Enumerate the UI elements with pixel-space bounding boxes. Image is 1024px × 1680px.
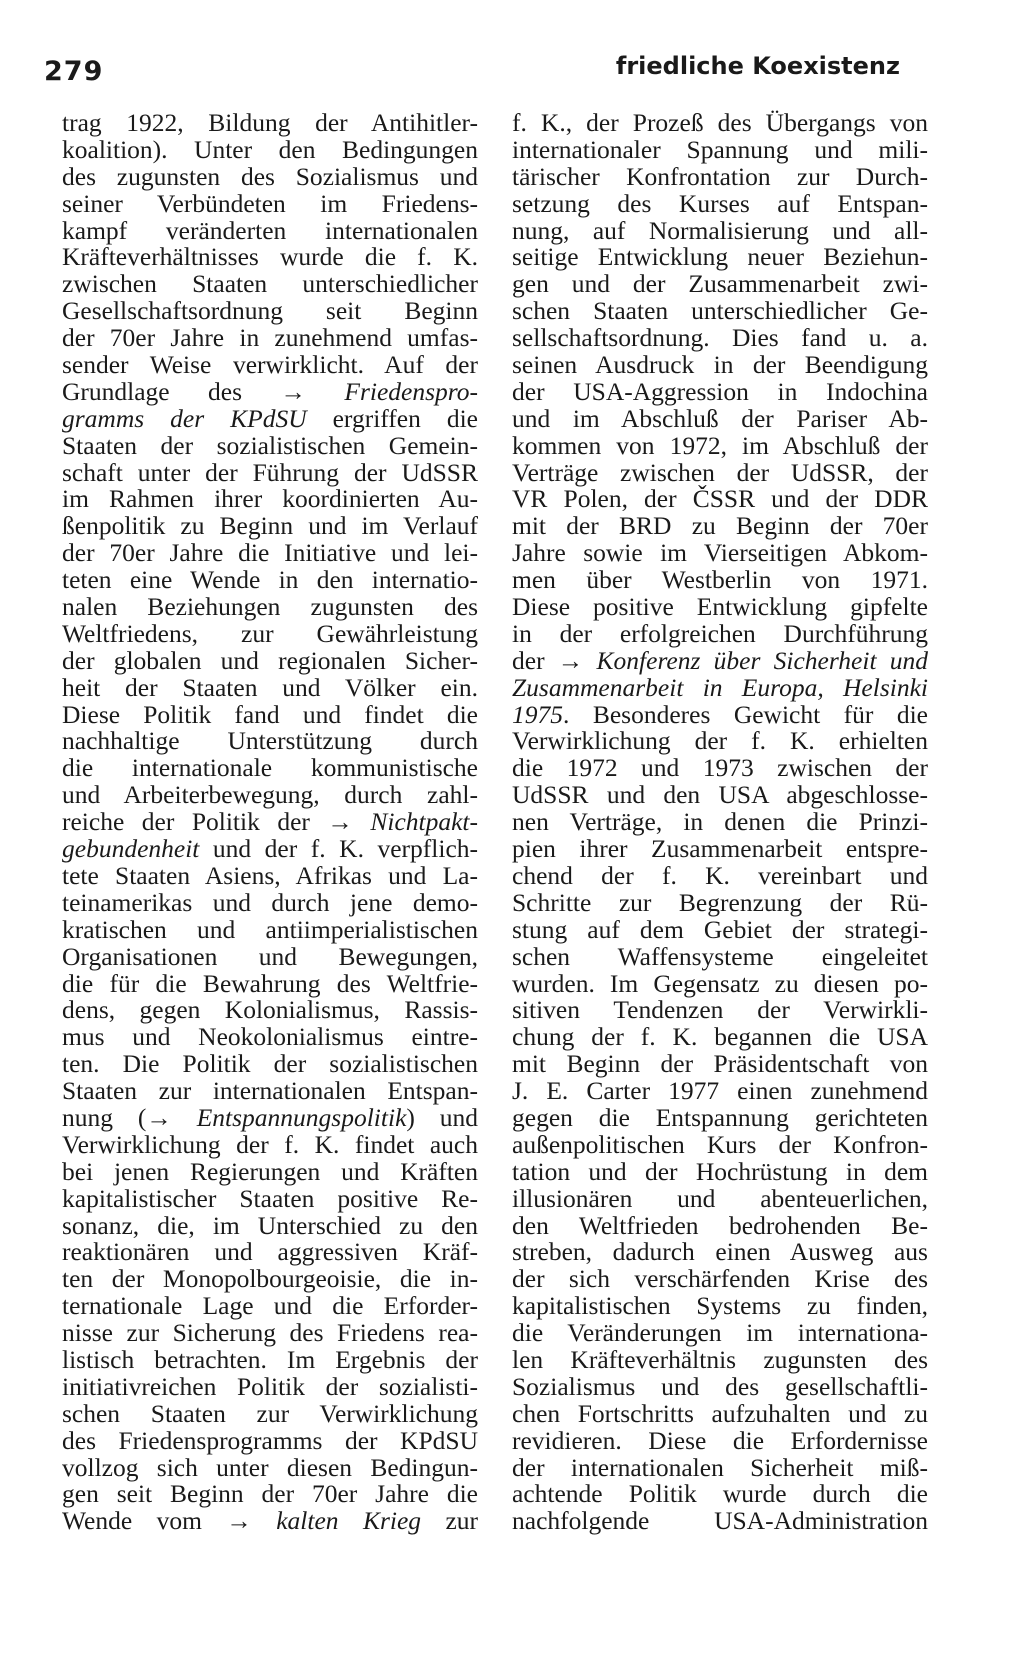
- text-run: mit Beginn der Präsidentschaft von: [512, 1049, 928, 1079]
- text-run: ) und: [406, 1102, 478, 1132]
- text-line: [512, 1452, 928, 1482]
- text-line: [62, 540, 478, 567]
- text-run: VR Polen, der ČSSR und der DDR: [512, 484, 928, 514]
- text-run: f. K., der Prozeß des Übergangs von: [512, 108, 928, 137]
- text-line: [62, 215, 478, 245]
- text-line: [62, 968, 478, 998]
- text-run: kommen von 1972, im Abschluß der: [512, 430, 928, 460]
- text-line: [512, 271, 928, 298]
- text-run: ten der Monopolbourgeoisie, die in-: [62, 1264, 478, 1294]
- text-line: [512, 968, 928, 998]
- text-line: [512, 352, 928, 379]
- text-line: [512, 1508, 928, 1535]
- text-run: len Kräfteverhältnis zugunsten des: [512, 1344, 928, 1374]
- text-line: [512, 1344, 928, 1374]
- text-run: Schritte zur Begrenzung der Rü-: [512, 887, 928, 917]
- text-line: [62, 1239, 478, 1266]
- text-line: [62, 1129, 478, 1159]
- italic-text-run: Friedenspro-: [344, 376, 478, 406]
- text-run: teten eine Wende in den internatio-: [62, 565, 478, 595]
- text-run: schen Staaten zur Verwirklichung: [62, 1398, 478, 1428]
- text-run: kampf veränderten internationalen: [62, 215, 478, 245]
- text-line: [512, 782, 928, 809]
- text-line: [62, 1210, 478, 1240]
- text-line: [512, 1239, 928, 1266]
- text-line: [62, 860, 478, 890]
- text-run: Grundlage des →: [62, 376, 345, 406]
- text-line: [512, 1156, 928, 1186]
- text-run: Diese Politik fand und findet die: [62, 699, 478, 729]
- text-line: [62, 325, 478, 352]
- text-line: [62, 486, 478, 513]
- text-run: men über Westberlin von 1971.: [512, 565, 928, 595]
- text-run: tete Staaten Asiens, Afrikas und La-: [62, 860, 478, 890]
- text-line: [62, 887, 478, 917]
- text-line: [512, 1425, 928, 1455]
- text-run: des zugunsten des Sozialismus und: [62, 161, 478, 191]
- text-line: [512, 618, 928, 648]
- text-line: [512, 809, 928, 836]
- text-line: [512, 215, 928, 245]
- text-line: [512, 188, 928, 218]
- text-line: [62, 1320, 478, 1347]
- text-run: revidieren. Diese die Erfordernisse: [512, 1425, 928, 1455]
- text-line: [62, 1371, 478, 1401]
- text-line: [62, 430, 478, 460]
- text-line: [62, 1183, 478, 1213]
- text-line: [62, 782, 478, 809]
- text-line: [512, 997, 928, 1024]
- text-run: sellschaftsordnung. Dies fand u. a.: [512, 323, 928, 353]
- text-run: gen und der Zusammenarbeit zwi-: [512, 269, 928, 299]
- text-run: pien ihrer Zusammenarbeit entspre-: [512, 834, 928, 864]
- text-line: [512, 244, 928, 271]
- text-line: [512, 887, 928, 917]
- text-line: [62, 1398, 478, 1428]
- text-run: den Weltfrieden bedrohenden Be-: [512, 1210, 928, 1240]
- italic-text-run: gramms der KPdSU: [62, 403, 307, 433]
- italic-text-run: gebundenheit: [62, 834, 200, 864]
- text-line: [512, 513, 928, 540]
- text-run: der 70er Jahre in zunehmend umfas-: [62, 323, 478, 353]
- text-line: [512, 860, 928, 890]
- text-run: zur: [421, 1506, 479, 1536]
- text-run: nen Verträge, in denen die Prinzi-: [512, 807, 928, 837]
- text-line: [62, 1508, 478, 1535]
- text-run: kapitalistischen Systems zu finden,: [512, 1291, 928, 1321]
- text-run: setzung des Kurses auf Entspan-: [512, 188, 928, 218]
- text-line: [512, 1371, 928, 1401]
- text-run: initiativreichen Politik der sozialisti-: [62, 1371, 478, 1401]
- text-line: [62, 1344, 478, 1374]
- text-run: kratischen und antiimperialistischen: [62, 914, 478, 944]
- text-line: [62, 188, 478, 218]
- text-run: und Arbeiterbewegung, durch zahl-: [62, 780, 478, 810]
- text-run: ßenpolitik zu Beginn und im Verlauf: [62, 511, 478, 541]
- text-run: ternationale Lage und die Erforder-: [62, 1291, 478, 1321]
- text-line: [512, 298, 928, 325]
- text-line: [512, 1481, 928, 1508]
- text-run: nalen Beziehungen zugunsten des: [62, 592, 478, 622]
- italic-text-run: Nichtpakt-: [370, 807, 478, 837]
- text-line: [62, 1266, 478, 1293]
- text-line: [62, 376, 478, 406]
- italic-text-run: Entspannungspolitik: [196, 1102, 407, 1132]
- text-run: ten. Die Politik der sozialistischen: [62, 1049, 478, 1079]
- text-run: UdSSR und den USA abgeschlosse-: [512, 780, 928, 810]
- text-line: [512, 540, 928, 567]
- text-run: schaft unter der Führung der UdSSR: [62, 457, 478, 487]
- text-run: stung auf dem Gebiet der strategi-: [512, 914, 928, 944]
- text-run: sonanz, die, im Unterschied zu den: [62, 1210, 478, 1240]
- text-run: tation und der Hochrüstung in dem: [512, 1156, 928, 1186]
- text-line: [512, 941, 928, 971]
- text-run: Verträge zwischen der UdSSR, der: [512, 457, 928, 487]
- text-line: [62, 161, 478, 191]
- text-run: kapitalistischer Staaten positive Re-: [62, 1183, 478, 1213]
- text-line: [512, 1183, 928, 1213]
- text-run: der →: [512, 645, 597, 675]
- text-line: [62, 1481, 478, 1508]
- text-run: teinamerikas und durch jene demo-: [62, 887, 478, 917]
- text-run: . Besonderes Gewicht für die: [563, 699, 928, 729]
- italic-text-run: Konferenz über Sicherheit und: [596, 645, 929, 675]
- text-line: [512, 755, 928, 782]
- text-run: Verwirklichung der f. K. erhielten: [512, 726, 928, 756]
- text-line: [512, 699, 928, 729]
- text-run: reiche der Politik der →: [62, 807, 371, 837]
- running-head: friedliche Koexistenz: [615, 52, 900, 80]
- text-run: schen Staaten unterschiedlicher Ge-: [512, 296, 928, 326]
- text-run: vollzog sich unter diesen Bedingun-: [62, 1452, 478, 1482]
- text-line: [62, 1078, 478, 1105]
- text-run: zwischen Staaten unterschiedlicher: [62, 269, 478, 299]
- text-line: [512, 161, 928, 191]
- text-run: der sich verschärfenden Krise des: [512, 1264, 928, 1294]
- text-run: mit der BRD zu Beginn der 70er: [512, 511, 928, 541]
- text-line: [62, 1425, 478, 1455]
- text-run: seinen Ausdruck in der Beendigung: [512, 350, 928, 380]
- text-line: [62, 1293, 478, 1320]
- text-line: [512, 1320, 928, 1347]
- text-line: [512, 457, 928, 487]
- text-run: illusionären und abenteuerlichen,: [512, 1183, 928, 1213]
- text-line: [62, 298, 478, 325]
- text-run: der USA-Aggression in Indochina: [512, 376, 928, 406]
- text-line: [512, 914, 928, 944]
- text-line: [512, 836, 928, 863]
- text-line: [62, 836, 478, 863]
- text-run: die 1972 und 1973 zwischen der: [512, 753, 928, 783]
- text-run: seitige Entwicklung neuer Beziehun-: [512, 242, 928, 272]
- text-run: außenpolitischen Kurs der Konfron-: [512, 1129, 928, 1159]
- text-line: [512, 728, 928, 755]
- text-line: [512, 672, 928, 702]
- text-run: und der f. K. verpflich-: [199, 834, 478, 864]
- text-run: die für die Bewahrung des Weltfrie-: [62, 968, 478, 998]
- text-line: [62, 645, 478, 675]
- text-line: [62, 618, 478, 648]
- text-line: [512, 376, 928, 406]
- text-run: Gesellschaftsordnung seit Beginn: [62, 296, 478, 326]
- text-line: [62, 1102, 478, 1132]
- text-line: [512, 594, 928, 621]
- text-line: [512, 430, 928, 460]
- text-line: [512, 1266, 928, 1293]
- text-run: Wende vom →: [62, 1506, 277, 1536]
- text-run: sitiven Tendenzen der Verwirkli-: [512, 995, 928, 1025]
- text-run: tärischer Konfrontation zur Durch-: [512, 161, 928, 191]
- text-run: ergriffen die: [306, 403, 478, 433]
- text-run: Weltfriedens, zur Gewährleistung: [62, 618, 478, 648]
- text-run: Jahre sowie im Vierseitigen Abkom-: [512, 538, 928, 568]
- text-line: [62, 134, 478, 164]
- text-run: Diese positive Entwicklung gipfelte: [512, 592, 928, 622]
- text-run: listisch betrachten. Im Ergebnis der: [62, 1344, 478, 1374]
- text-run: nachhaltige Unterstützung durch: [62, 726, 478, 756]
- text-line: [512, 325, 928, 352]
- text-run: trag 1922, Bildung der Antihitler-: [62, 108, 478, 137]
- text-run: nung (→: [62, 1102, 197, 1132]
- text-line: [512, 1102, 928, 1132]
- text-run: koalition). Unter den Bedingungen: [62, 134, 478, 164]
- text-run: nung, auf Normalisierung und all-: [512, 215, 928, 245]
- text-line: [62, 567, 478, 594]
- text-line: [62, 594, 478, 621]
- text-run: des Friedensprogramms der KPdSU: [62, 1425, 478, 1455]
- text-run: im Rahmen ihrer koordinierten Au-: [62, 484, 478, 514]
- text-line: [512, 403, 928, 433]
- text-line: [512, 1078, 928, 1105]
- text-column-left: [62, 110, 478, 1535]
- text-run: die Veränderungen im internationa-: [512, 1318, 928, 1348]
- text-line: [512, 1398, 928, 1428]
- text-run: der globalen und regionalen Sicher-: [62, 645, 478, 675]
- text-line: [512, 1129, 928, 1159]
- text-column-right: [512, 110, 928, 1535]
- text-run: der 70er Jahre die Initiative und lei-: [62, 538, 478, 568]
- text-line: [62, 997, 478, 1024]
- text-run: schen Waffensysteme eingeleitet: [512, 941, 928, 971]
- text-line: [512, 110, 928, 137]
- text-run: und im Abschluß der Pariser Ab-: [512, 403, 928, 433]
- text-line: [62, 699, 478, 729]
- text-run: sender Weise verwirklicht. Auf der: [62, 350, 478, 380]
- text-line: [62, 244, 478, 271]
- text-line: [62, 672, 478, 702]
- text-run: dens, gegen Kolonialismus, Rassis-: [62, 995, 478, 1025]
- text-run: gegen die Entspannung gerichteten: [512, 1102, 928, 1132]
- text-line: [512, 1024, 928, 1051]
- text-line: [512, 1210, 928, 1240]
- text-line: [62, 941, 478, 971]
- text-run: in der erfolgreichen Durchführung: [512, 618, 928, 648]
- italic-text-run: kalten Krieg: [276, 1506, 422, 1536]
- text-run: Organisationen und Bewegungen,: [62, 941, 478, 971]
- text-run: chend der f. K. vereinbart und: [512, 860, 928, 890]
- text-run: nisse zur Sicherung des Friedens rea-: [62, 1318, 478, 1348]
- text-run: streben, dadurch einen Ausweg aus: [512, 1237, 928, 1267]
- text-line: [512, 134, 928, 164]
- text-line: [62, 1051, 478, 1078]
- text-line: [62, 1024, 478, 1051]
- text-run: Verwirklichung der f. K. findet auch: [62, 1129, 478, 1159]
- text-run: heit der Staaten und Völker ein.: [62, 672, 478, 702]
- text-line: [62, 513, 478, 540]
- text-line: [512, 567, 928, 594]
- text-run: Kräfteverhältnisses wurde die f. K.: [62, 242, 478, 272]
- text-line: [62, 1156, 478, 1186]
- text-run: die internationale kommunistische: [62, 753, 478, 783]
- text-line: [62, 809, 478, 836]
- text-line: [62, 352, 478, 379]
- page-number: 279: [44, 56, 104, 87]
- text-line: [62, 403, 478, 433]
- italic-text-run: Zusammenarbeit in Europa, Helsinki: [512, 672, 928, 702]
- text-line: [62, 914, 478, 944]
- text-line: [62, 1452, 478, 1482]
- text-run: gen seit Beginn der 70er Jahre die: [62, 1479, 478, 1509]
- text-line: [62, 457, 478, 487]
- text-run: internationaler Spannung und mili-: [512, 134, 928, 164]
- text-run: chen Fortschritts aufzuhalten und zu: [512, 1398, 928, 1428]
- text-line: [62, 110, 478, 137]
- text-run: J. E. Carter 1977 einen zunehmend: [512, 1076, 928, 1106]
- text-run: Sozialismus und des gesellschaftli-: [512, 1371, 928, 1401]
- text-line: [62, 755, 478, 782]
- text-run: Staaten zur internationalen Entspan-: [62, 1076, 478, 1106]
- text-run: achtende Politik wurde durch die: [512, 1479, 928, 1509]
- text-run: chung der f. K. begannen die USA: [512, 1022, 928, 1052]
- text-run: der internationalen Sicherheit miß-: [512, 1452, 928, 1482]
- text-line: [62, 728, 478, 755]
- text-run: Staaten der sozialistischen Gemein-: [62, 430, 478, 460]
- italic-text-run: 1975: [512, 699, 563, 729]
- text-line: [512, 486, 928, 513]
- text-line: [512, 1293, 928, 1320]
- text-run: reaktionären und aggressiven Kräf-: [62, 1237, 478, 1267]
- text-run: bei jenen Regierungen und Kräften: [62, 1156, 478, 1186]
- text-run: mus und Neokolonialismus eintre-: [62, 1022, 478, 1052]
- text-line: [62, 271, 478, 298]
- text-run: wurden. Im Gegensatz zu diesen po-: [512, 968, 928, 998]
- text-line: [512, 1051, 928, 1078]
- text-line: [512, 645, 929, 675]
- text-run: seiner Verbündeten im Friedens-: [62, 188, 478, 218]
- text-run: nachfolgende USA-Administration: [512, 1506, 928, 1536]
